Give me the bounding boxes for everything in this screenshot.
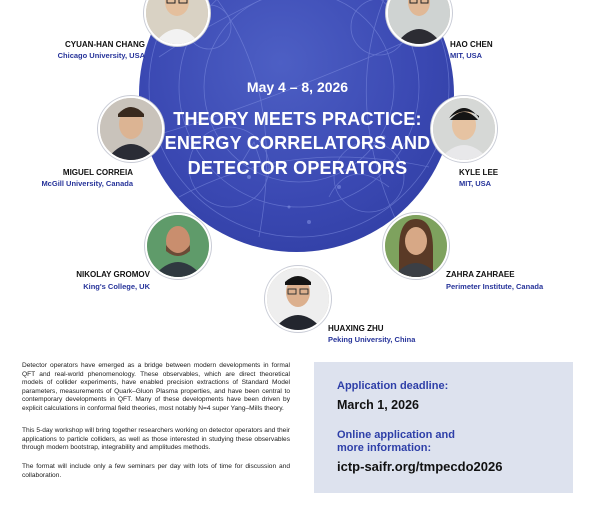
speaker-photo-correia bbox=[98, 96, 164, 162]
speaker-affiliation-lee: MIT, USA bbox=[459, 179, 492, 188]
online-label-line-1: Online application and bbox=[337, 429, 455, 441]
speaker-name-gromov: NIKOLAY GROMOV bbox=[76, 270, 150, 279]
speaker-name-chen: HAO CHEN bbox=[450, 40, 493, 49]
speaker-name-correia: MIGUEL CORREIA bbox=[62, 168, 133, 177]
description-paragraph-1: Detector operators have emerged as a bridge between modern developments in formal QFT and real-world phenomenology. These observables, which are direct theoretical models of collider experiments, have enabled precision extractions of Standard Model parameters, measurements of Quark–Gluon Plasma properties, and have been central to contemporary developments in QFT. Many of these developments have been driven by explicit calculations in conformal field theories, most notably N=4 super Yang–Mills theory. bbox=[22, 362, 290, 412]
online-label-line-2: more information: bbox=[337, 442, 432, 454]
speaker-affiliation-zhu: Peking University, China bbox=[328, 335, 416, 344]
speaker-photo-lee bbox=[431, 96, 497, 162]
speaker-photo-zhu bbox=[265, 266, 331, 332]
application-url-link[interactable]: ictp-saifr.org/tmpecdo2026 bbox=[337, 459, 503, 474]
speaker-name-lee: KYLE LEE bbox=[459, 168, 499, 177]
description-paragraph-2: This 5-day workshop will bring together researchers working on detector operators and their applications to particle colliders, as well as those interested in studying these observables through modern bootstrap, integrability and amplitudes methods. bbox=[22, 427, 290, 452]
application-info-box bbox=[314, 362, 573, 493]
speaker-photo-zahraee bbox=[383, 213, 449, 279]
event-title-line-3: DETECTOR OPERATORS bbox=[187, 158, 408, 178]
speaker-affiliation-chen: MIT, USA bbox=[450, 51, 483, 60]
speaker-affiliation-chang: Chicago University, USA bbox=[57, 51, 145, 60]
event-title-line-2: ENERGY CORRELATORS AND bbox=[164, 133, 431, 153]
speaker-name-zhu: HUAXING ZHU bbox=[328, 324, 384, 333]
speaker-name-chang: CYUAN-HAN CHANG bbox=[65, 40, 145, 49]
speaker-name-zahraee: ZAHRA ZAHRAEE bbox=[446, 270, 515, 279]
speaker-photo-gromov bbox=[145, 213, 211, 279]
deadline-value: March 1, 2026 bbox=[337, 398, 419, 412]
deadline-label: Application deadline: bbox=[337, 380, 449, 392]
event-title-line-1: THEORY MEETS PRACTICE: bbox=[173, 109, 422, 129]
speaker-affiliation-zahraee: Perimeter Institute, Canada bbox=[446, 282, 544, 291]
speaker-affiliation-gromov: King's College, UK bbox=[83, 282, 150, 291]
event-date: May 4 – 8, 2026 bbox=[246, 79, 349, 95]
speaker-affiliation-correia: McGill University, Canada bbox=[41, 179, 133, 188]
description-paragraph-3: The format will include only a few seminars per day with lots of time for discussion and collaboration. bbox=[22, 463, 290, 479]
